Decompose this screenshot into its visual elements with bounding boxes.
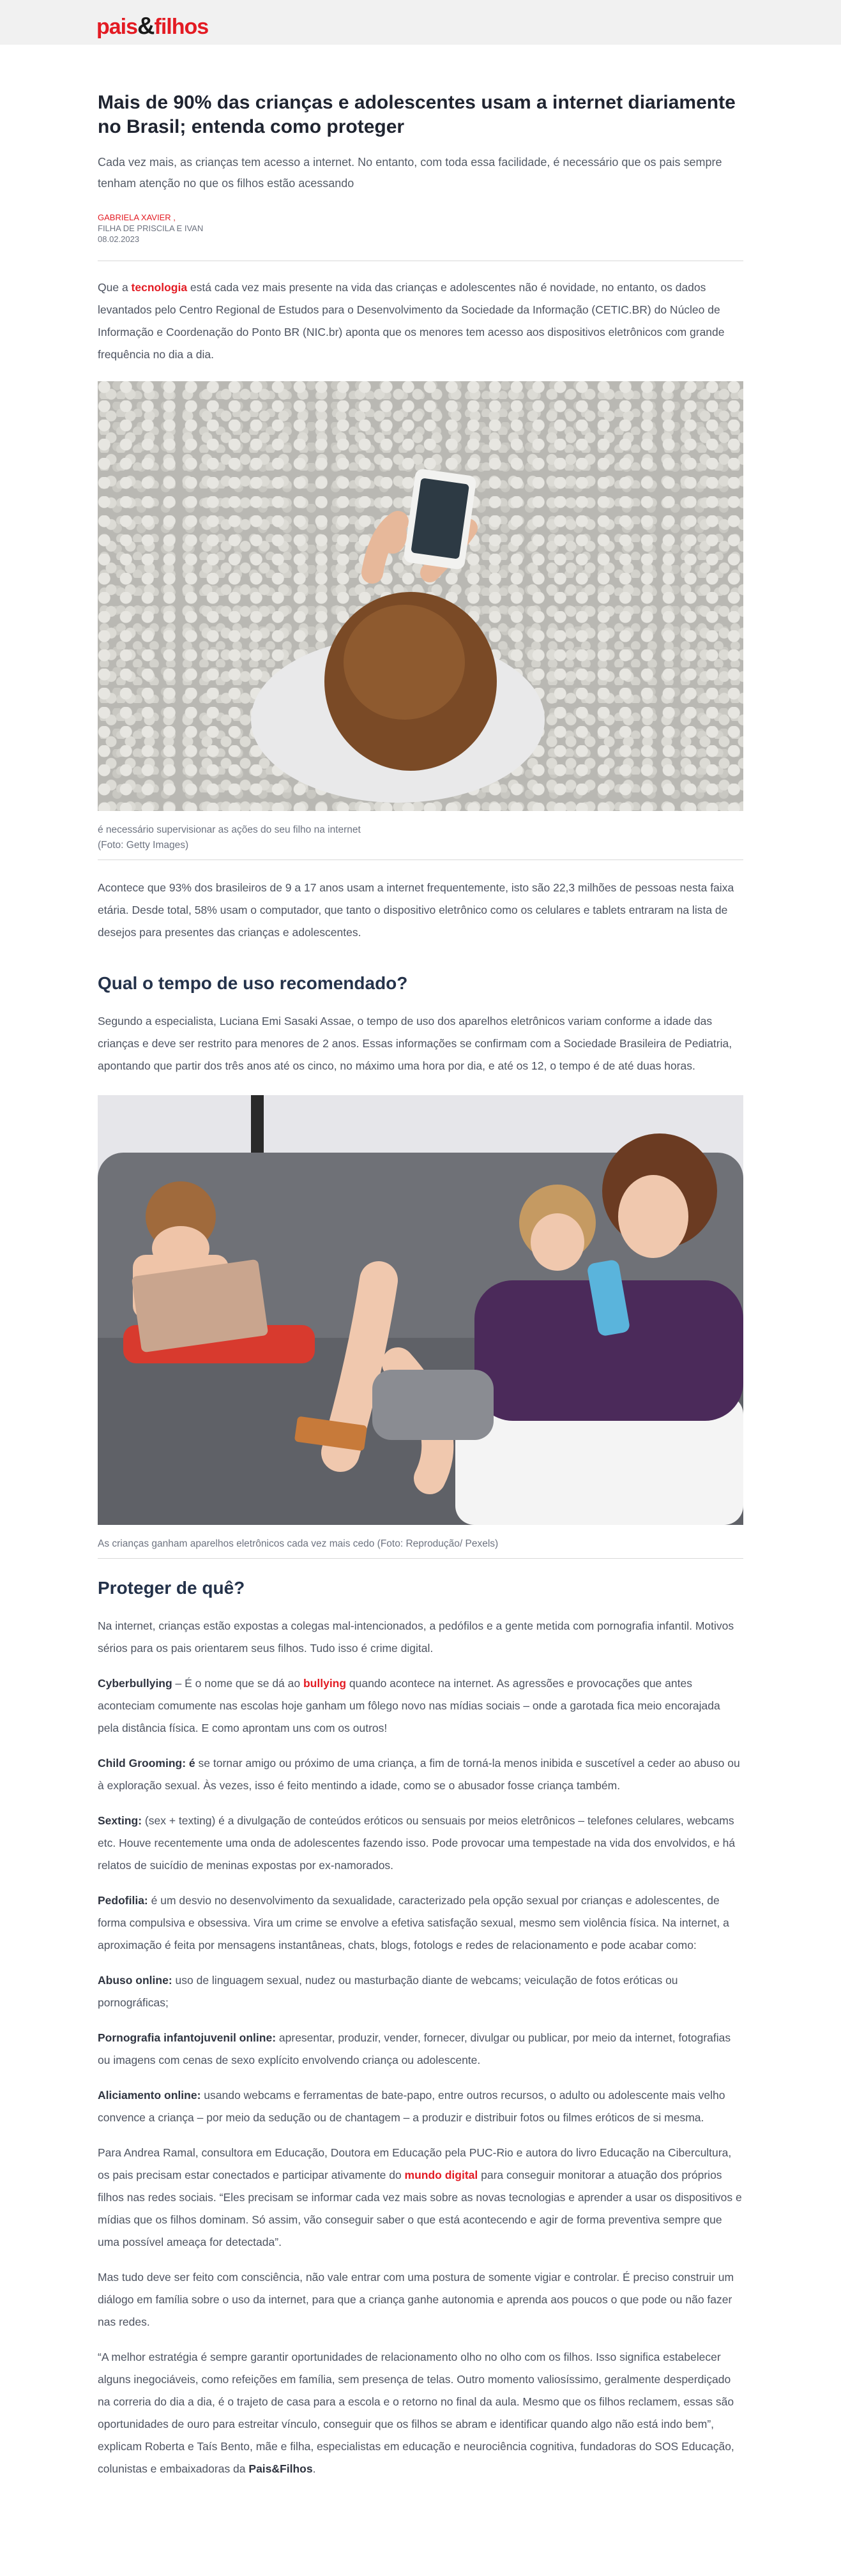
paragraph-grooming: Child Grooming: é se tornar amigo ou próximo de uma criança, a fim de torná-la menos inibida e suscetível a ceder ao abuso ou à exploração sexual. Às vezes, isso é feito mentindo a idade, como se o abusador fosse criança também. xyxy=(98,1757,740,1792)
paragraph-quote: “A melhor estratégia é sempre garantir oportunidades de relacionamento olho no olho com os filhos. Isso significa estabelecer alguns inegociáveis, como refeições em família, sem presença de telas. Outro momento valiosíssimo, geralmente desperdiçado na correria do dia a dia, é o trajeto de casa para a escola e o retorno no final da aula. Mesmo que os filhos reclamem, essas são oportunidades de ouro para estreitar vínculo, conseguir que os filhos se abram e identificar quando algo não está indo bem”, explicam Roberta e Taís Bento, mãe e filha, especialistas em educação e neurociência cognitiva, fundadoras do SOS Educação, colunistas e embaixadoras da Pais&Filhos. xyxy=(98,2351,734,2475)
author-role: FILHA DE PRISCILA E IVAN xyxy=(98,224,204,233)
link-mundo-digital[interactable]: mundo digital xyxy=(404,2169,478,2181)
photo-kids-on-couch xyxy=(98,1095,743,1525)
figure-caption: As crianças ganham aparelhos eletrônicos cada vez mais cedo (Foto: Reprodução/ Pexels) xyxy=(98,1538,499,1549)
link-bullying[interactable]: bullying xyxy=(303,1677,347,1690)
paragraph-sexting: Sexting: (sex + texting) é a divulgação de conteúdos eróticos ou sensuais por meios eletrônicos – telefones celulares, webcams etc. Houve recentemente uma onda de adolescentes fazendo isso. Pode provocar uma tempestade na vida dos envolvidos, e há relatos de suicídio de meninas expostas por ex-namorados. xyxy=(98,1814,736,1872)
author-link[interactable]: GABRIELA XAVIER , xyxy=(98,213,176,222)
section-heading-tempo: Qual o tempo de uso recomendado? xyxy=(98,973,408,993)
paragraph-intro: Que a tecnologia está cada vez mais presente na vida das crianças e adolescentes não é novidade, no entanto, os dados levantados pelo Centro Regional de Estudos para o Desenvolvimento da Sociedade da Informação (CETIC.BR) do Núcleo de Informação e Coordenação do Ponto BR (NIC.br) aponta que os menores tem acesso aos dispositivos eletrônicos com grande frequência no dia a dia. xyxy=(98,281,725,361)
paragraph-consciencia: Mas tudo deve ser feito com consciência, não vale entrar com uma postura de somente vigiar e controlar. É preciso construir um diálogo em família sobre o uso da internet, para que a criança ganhe autonomia e aprenda aos poucos o que pode ou não fazer nas redes. xyxy=(98,2271,734,2328)
figure-boy-phone xyxy=(98,381,743,860)
paragraph-andrea-ramal: Para Andrea Ramal, consultora em Educação, Doutora em Educação pela PUC-Rio e autora do livro Educação na Cibercultura, os pais precisam estar conectados e participar ativamente do mundo digital para conseguir monitorar a atuação dos próprios filhos nas redes sociais. “Eles precisam se informar cada vez mais sobre as novas tecnologias e aprender a usar os dispositivos e mídias que os filhos dominam. Só assim, vão conseguir saber o que está acontecendo e agir de forma preventiva sempre que uma possível ameaça for detectada”. xyxy=(98,2146,742,2248)
article xyxy=(98,45,743,2480)
link-tecnologia[interactable]: tecnologia xyxy=(131,281,188,294)
paragraph-pornografia: Pornografia infantojuvenil online: apresentar, produzir, vender, fornecer, divulgar ou publicar, por meio da internet, fotografias ou imagens com cenas de sexo explícito envolvendo criança ou adolescente. xyxy=(98,2031,731,2066)
article-subtitle: Cada vez mais, as crianças tem acesso a internet. No entanto, com toda essa facilidade, é necessário que os pais sempre tenham atenção no que os filhos estão acessando xyxy=(98,156,722,190)
link-pais-filhos[interactable]: Pais&Filhos xyxy=(248,2462,313,2475)
site-logo[interactable]: pais&filhos xyxy=(96,13,209,40)
paragraph-pedofilia: Pedofilia: é um desvio no desenvolvimento da sexualidade, caracterizado pela opção sexual por crianças e adolescentes, de forma compulsiva e obsessiva. Vira um crime se envolve a efetiva satisfação sexual, mesmo sem violência física. Na internet, a aproximação é feita por mensagens instantâneas, chats, blogs, fotologs e redes de relacionamento e pode acabar como: xyxy=(98,1894,729,1951)
paragraph-tempo: Segundo a especialista, Luciana Emi Sasaki Assae, o tempo de uso dos aparelhos eletrônicos variam conforme a idade das crianças e deve ser restrito para menores de 2 anos. Essas informações se confirmam com a Sociedade Brasileira de Pediatria, apontando que partir dos três anos até os cinco, no máximo uma hora por dia, e até os 12, o tempo é de até duas horas. xyxy=(98,1015,732,1072)
paragraph-cyberbullying: Cyberbullying – É o nome que se dá ao bullying quando acontece na internet. As agressões e provocações que antes aconteciam comumente nas escolas hoje ganham um fôlego novo nas mídias sociais – onde a garotada fica meio encorajada pela distância física. E como aprontam uns com os outros! xyxy=(98,1677,720,1734)
figure-caption: é necessário supervisionar as ações do seu filho na internet (Foto: Getty Images) xyxy=(98,824,361,851)
paragraph-aliciamento: Aliciamento online: usando webcams e ferramentas de bate-papo, entre outros recursos, o adulto ou adolescente mais velho convence a criança – por meio da sedução ou de chantagem – a produzir e distribuir fotos ou filmes eróticos de si mesma. xyxy=(98,2089,725,2124)
byline xyxy=(98,212,743,245)
publish-date: 08.02.2023 xyxy=(98,234,140,244)
photo-boy-with-phone xyxy=(98,381,743,811)
section-heading-proteger: Proteger de quê? xyxy=(98,1578,245,1598)
site-header xyxy=(0,0,841,45)
article-headline: Mais de 90% das crianças e adolescentes usam a internet diariamente no Brasil; entenda como proteger xyxy=(98,92,736,137)
paragraph-riscos: Na internet, crianças estão expostas a colegas mal-intencionados, a pedófilos e a gente metida com pornografia infantil. Motivos sérios para os pais orientarem seus filhos. Tudo isso é crime digital. xyxy=(98,1619,734,1655)
figure-kids-couch xyxy=(98,1095,743,1559)
paragraph-stats: Acontece que 93% dos brasileiros de 9 a 17 anos usam a internet frequentemente, isto são 22,3 milhões de pessoas nesta faixa etária. Desde total, 58% usam o computador, que tanto o dispositivo eletrônico como os celulares e tablets entraram na lista de desejos para presentes das crianças e adolescentes. xyxy=(98,881,734,939)
paragraph-abuso-online: Abuso online: uso de linguagem sexual, nudez ou masturbação diante de webcams; veiculação de fotos eróticas ou pornográficas; xyxy=(98,1974,678,2009)
divider xyxy=(98,1558,743,1559)
